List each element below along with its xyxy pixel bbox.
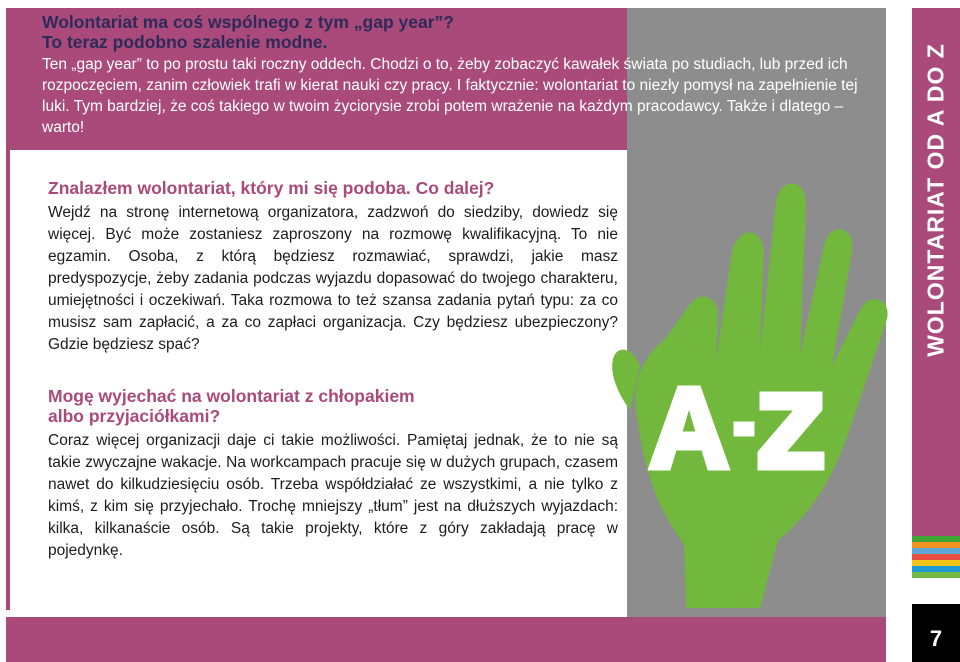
- side-title: WOLONTARIAT OD A DO Z: [922, 43, 949, 357]
- green-hand-logo: [600, 160, 900, 610]
- color-stripes: [912, 536, 960, 596]
- section-next-steps: [48, 178, 618, 356]
- section-with-friends: [48, 386, 618, 562]
- section1-body: Wejdź na stronę internetową organizatora, zadzwoń do siedziby, dowiedz się więcej. Być może zostaniesz zaproszony na rozmowę kwalifikacyjną. To nie egzamin. Osoba, z którą będziesz rozmawiać, sprawdzi, jakie masz predyspozycje, żeby zadania podczas wyjazdu dopasować do twojego charakteru, umiejętności i oczekiwań. Taka rozmowa to też szansa zadania pytań typu: za co musisz sam zapłacić, a za co zapłaci organizacja. Czy będziesz ubezpieczony? Gdzie będziesz spać?: [48, 204, 618, 353]
- section2-body: Coraz więcej organizacji daje ci takie możliwości. Pamiętaj jednak, że to nie są takie zwyczajne wakacje. Na workcampach pracuje się w dużych grupach, czasem nawet do kilkudziesięciu osób. Trzeba współdziałać ze wszystkimi, a nie tylko z kimś, z kim się przyjechało. Trochę mniejszy „tłum” jest na dłuższych wyjazdach: kilka, kilkanaście osób. Są takie projekty, które z góry zakładają pracę w pojedynkę.: [48, 432, 618, 559]
- intro-heading-line2: To teraz podobno szalenie modne.: [42, 32, 328, 52]
- section2-heading-line1: Mogę wyjechać na wolontariat z chłopakiem: [48, 386, 415, 406]
- bottom-band: [6, 617, 886, 662]
- section1-heading: Znalazłem wolontariat, który mi się podoba. Co dalej?: [48, 178, 495, 198]
- page-number: 7: [929, 626, 943, 651]
- intro-heading: [42, 12, 862, 52]
- intro-body: Ten „gap year” to po prostu taki roczny oddech. Chodzi o to, żeby zobaczyć kawałek świata po studiach, lub przed ich rozpoczęciem, zanim człowiek trafi w kierat nauki czy pracy. I faktycznie: wolontariat to niezły pomysł na zapełnienie tej luki. Tym bardziej, że coś takiego w twoim życiorysie zrobi potem wrażenie na każdym pracodawcy. Także i dlatego – warto!: [42, 56, 858, 136]
- intro-section: [42, 12, 862, 138]
- stripe-white: [912, 578, 960, 584]
- section2-heading: [48, 386, 618, 426]
- logo-text: A-Z: [602, 162, 604, 163]
- section2-heading-line2: albo przyjaciółkami?: [48, 406, 221, 426]
- intro-heading-line1: Wolontariat ma coś wspólnego z tym „gap year”?: [42, 12, 454, 32]
